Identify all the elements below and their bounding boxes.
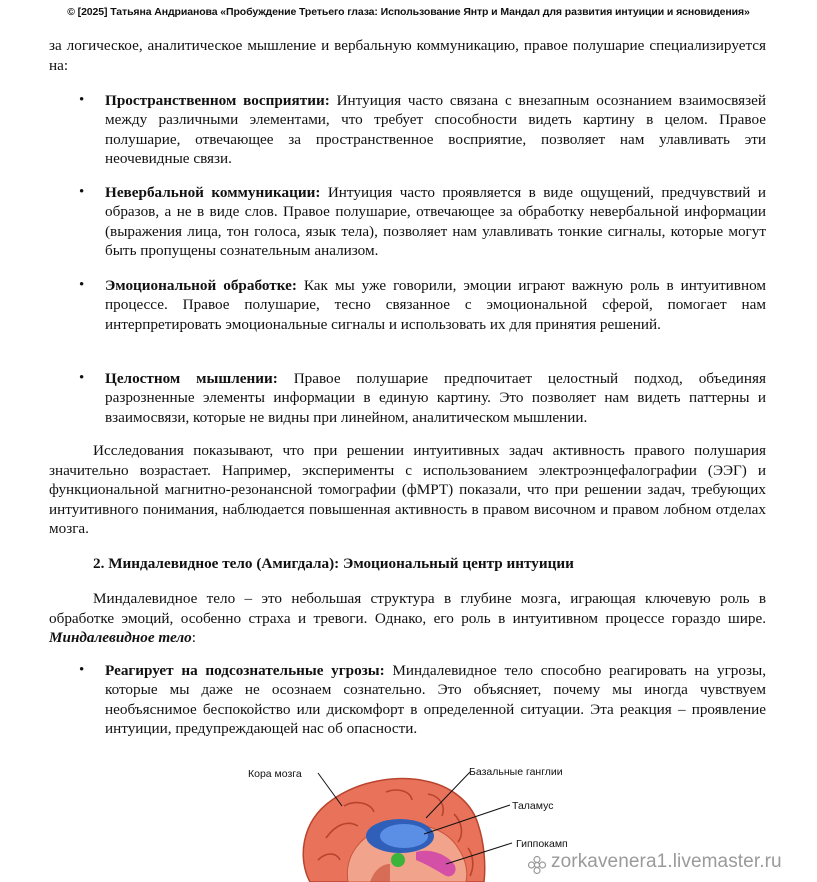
- bullet-term: Эмоциональной обработке:: [105, 277, 297, 294]
- bullet-dot-icon: •: [79, 370, 85, 386]
- flower-logo-icon: [527, 855, 547, 875]
- bullet-item-spatial: [105, 91, 766, 169]
- bullet-item-nonverbal: [105, 183, 766, 261]
- thalamus-shape: [380, 824, 428, 848]
- page-header: © [2025] Татьяна Андрианова «Пробуждение Третьего глаза: Использование Янтр и Мандал для развития интуиции и ясновидения»: [67, 6, 750, 18]
- bullet-dot-icon: •: [79, 184, 85, 200]
- label-thalamus: Таламус: [512, 800, 554, 812]
- bullet-text: Интуиция часто связана с внезапным осознанием взаимосвязей между различными элементами, что требует способности видеть картину в целом. Правое полушарие, отвечающее за пространственное восприятие, позволяет нам улавливать эти неочевидные связи.: [105, 92, 766, 168]
- amygdala-intro-text: Миндалевидное тело – это небольшая структура в глубине мозга, играющая ключевую роль в обработке эмоций, особенно страха и тревоги. Однако, его роль в интуитивном процессе гораздо шире.: [49, 590, 766, 627]
- section-heading: 2. Миндалевидное тело (Амигдала): Эмоциональный центр интуиции: [93, 555, 574, 572]
- bullet-dot-icon: •: [79, 662, 85, 678]
- label-basal-ganglia: Базальные ганглии: [469, 766, 563, 778]
- bullet-text: Миндалевидное тело способно реагировать на угрозы, которые мы даже не осознаем сознательно. Это объясняет, почему мы иногда чувствуем необъяснимое беспокойство или дискомфорт в определенной ситуации. Эта реакция – проявление интуиции, предупреждающей нас об опасности.: [105, 662, 766, 738]
- watermark-text: zorkavenera1.livemaster.ru: [551, 851, 782, 872]
- amygdala-colon: :: [191, 629, 196, 647]
- bullet-dot-icon: •: [79, 92, 85, 108]
- label-hippocampus: Гиппокамп: [516, 838, 568, 850]
- amygdala-shape: [391, 853, 405, 867]
- bullet-item-holistic: [105, 369, 766, 427]
- bullet-term: Пространственном восприятии:: [105, 92, 330, 109]
- bullet-term: Целостном мышлении:: [105, 370, 278, 387]
- bullet-item-emotional: [105, 276, 766, 334]
- research-paragraph: Исследования показывают, что при решении интуитивных задач активность правого полушария значительно возрастает. Например, эксперименты с использованием электроэнцефалографии (ЭЭГ) и функциональной магнитно-резонансной томографии (фМРТ) показали, что при решении задач, требующих интуитивного понимания, наблюдается повышенная активность в правом височном и правом лобном отделах мозга.: [49, 442, 766, 538]
- bullet-text: Правое полушарие предпочитает целостный подход, объединяя разрозненные элементы информации в единую картину. Это позволяет нам видеть паттерны и взаимосвязи, которые не видны при линейном, аналитическом мышлении.: [105, 370, 766, 426]
- bullet-text: Как мы уже говорили, эмоции играют важную роль в интуитивном процессе. Правое полушарие, тесно связанное с эмоциональной сферой, помогает нам интерпретировать эмоциональные сигналы и использовать их для принятия решений.: [105, 277, 767, 333]
- bullet-text: Интуиция часто проявляется в виде ощущений, предчувствий и образов, а не в виде слов. Правое полушарие, отвечающее за обработку невербальной информации (выражения лица, тон голоса, язык тела), позволяет нам улавливать тонкие сигналы, которые могут быть пропущены сознательным анализом.: [105, 184, 766, 260]
- amygdala-term: Миндалевидное тело: [49, 629, 192, 647]
- label-cortex: Кора мозга: [248, 768, 302, 780]
- bullet-dot-icon: •: [79, 277, 85, 293]
- intro-paragraph: за логическое, аналитическое мышление и вербальную коммуникацию, правое полушарие специализируется на:: [49, 37, 766, 74]
- bullet-item-threats: [105, 661, 766, 739]
- bullet-term: Невербальной коммуникации:: [105, 184, 321, 201]
- bullet-term: Реагирует на подсознательные угрозы:: [105, 662, 385, 679]
- amygdala-paragraph: [49, 589, 766, 648]
